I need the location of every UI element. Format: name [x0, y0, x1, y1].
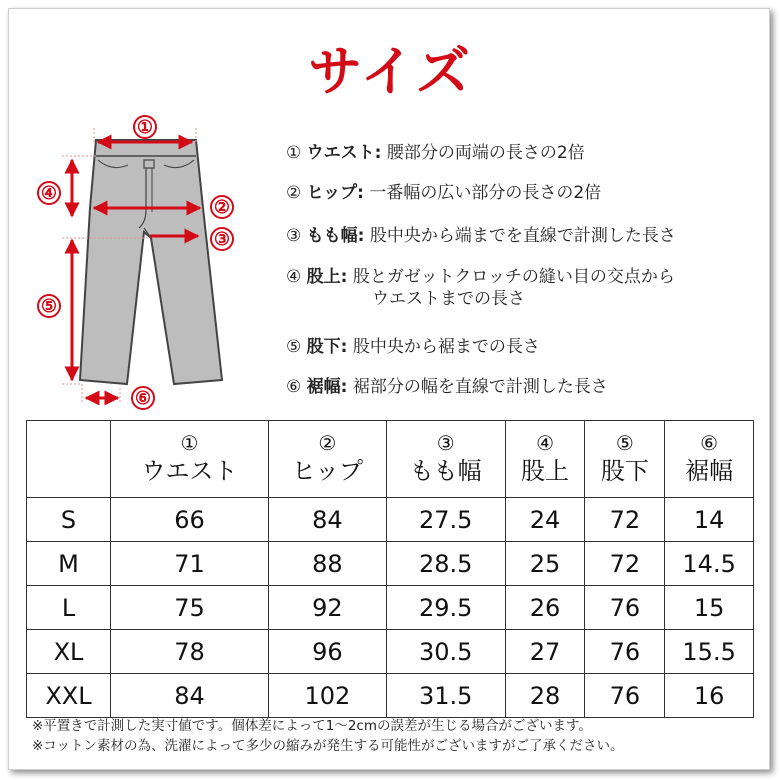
- table-row: [27, 498, 754, 542]
- table-cell: 15: [665, 586, 754, 630]
- desc-rise: [286, 266, 675, 310]
- marker-3: ③: [213, 229, 231, 249]
- table-cell: 71: [111, 542, 269, 586]
- size-label: XL: [27, 630, 111, 674]
- table-cell: 66: [111, 498, 269, 542]
- header-hip: ② ヒップ: [269, 421, 387, 498]
- table-cell: 84: [111, 674, 269, 718]
- desc-text: 股中央から裾までの長さ: [352, 337, 540, 357]
- desc-num: ④: [286, 267, 302, 287]
- table-cell: 26: [505, 586, 585, 630]
- table-cell: 76: [585, 674, 665, 718]
- size-label: L: [27, 586, 111, 630]
- table-row: [27, 674, 754, 718]
- desc-text-cont: ウエストまでの長さ: [372, 289, 525, 309]
- table-cell: 28: [505, 674, 585, 718]
- desc-text: 一番幅の広い部分の長さの2倍: [369, 183, 602, 203]
- table-cell: 31.5: [386, 674, 505, 718]
- size-table: [26, 420, 754, 718]
- table-cell: 92: [269, 586, 387, 630]
- desc-label: 股上:: [306, 267, 348, 287]
- footnote: ※コットン素材の為、洗濯によって多少の縮みが発生する可能性がございますがご了承ください。: [32, 738, 624, 754]
- desc-label: ウエスト:: [306, 143, 382, 163]
- table-row: [27, 630, 754, 674]
- desc-text: 股とガゼットクロッチの縫い目の交点から: [352, 267, 675, 287]
- header-corner: [27, 421, 111, 498]
- table-cell: 28.5: [386, 542, 505, 586]
- table-cell: 25: [505, 542, 585, 586]
- marker-4: ④: [40, 183, 58, 203]
- desc-num: ②: [286, 183, 302, 203]
- footnote: ※平置きで計測した実寸値です。個体差によって1〜2cmの誤差が生じる場合がございます。: [32, 718, 592, 734]
- header-rise: ④ 股上: [505, 421, 585, 498]
- table-cell: 96: [269, 630, 387, 674]
- table-cell: 30.5: [386, 630, 505, 674]
- table-cell: 14: [665, 498, 754, 542]
- table-cell: 24: [505, 498, 585, 542]
- size-label: M: [27, 542, 111, 586]
- header-hem: ⑥ 裾幅: [665, 421, 754, 498]
- table-cell: 14.5: [665, 542, 754, 586]
- table-cell: 78: [111, 630, 269, 674]
- table-cell: 29.5: [386, 586, 505, 630]
- table-cell: 88: [269, 542, 387, 586]
- marker-5: ⑤: [40, 296, 58, 316]
- table-cell: 76: [585, 586, 665, 630]
- desc-num: ⑤: [286, 337, 302, 357]
- table-cell: 15.5: [665, 630, 754, 674]
- desc-text: 腰部分の両端の長さの2倍: [386, 143, 585, 163]
- marker-2: ②: [213, 197, 231, 217]
- marker-1: ①: [136, 117, 154, 137]
- size-label: XXL: [27, 674, 111, 718]
- table-cell: 102: [269, 674, 387, 718]
- desc-label: もも幅:: [306, 226, 365, 246]
- desc-thigh: [286, 225, 676, 247]
- desc-inseam: [286, 336, 540, 358]
- desc-label: 裾幅:: [306, 377, 348, 397]
- table-cell: 76: [585, 630, 665, 674]
- pants-illustration: [80, 140, 222, 384]
- page-title: サイズ: [308, 40, 472, 103]
- desc-text: 股中央から端までを直線で計測した長さ: [369, 226, 676, 246]
- table-row: [27, 542, 754, 586]
- table-cell: 72: [585, 498, 665, 542]
- desc-num: ①: [286, 143, 302, 163]
- footnotes: [32, 716, 624, 756]
- size-label: S: [27, 498, 111, 542]
- table-cell: 75: [111, 586, 269, 630]
- header-thigh: ③ もも幅: [386, 421, 505, 498]
- desc-label: ヒップ:: [306, 183, 364, 203]
- table-cell: 72: [585, 542, 665, 586]
- header-inseam: ⑤ 股下: [585, 421, 665, 498]
- table-cell: 16: [665, 674, 754, 718]
- desc-num: ③: [286, 226, 302, 246]
- desc-label: 股下:: [306, 337, 348, 357]
- table-row: [27, 586, 754, 630]
- desc-hip: [286, 182, 601, 204]
- desc-text: 裾部分の幅を直線で計測した長さ: [352, 377, 608, 397]
- desc-num: ⑥: [286, 377, 302, 397]
- table-header-row: [27, 421, 754, 498]
- table-cell: 27: [505, 630, 585, 674]
- desc-hem: [286, 376, 608, 398]
- table-cell: 27.5: [386, 498, 505, 542]
- header-waist: ① ウエスト: [111, 421, 269, 498]
- desc-waist: [286, 142, 585, 164]
- marker-6: ⑥: [134, 388, 152, 408]
- table-cell: 84: [269, 498, 387, 542]
